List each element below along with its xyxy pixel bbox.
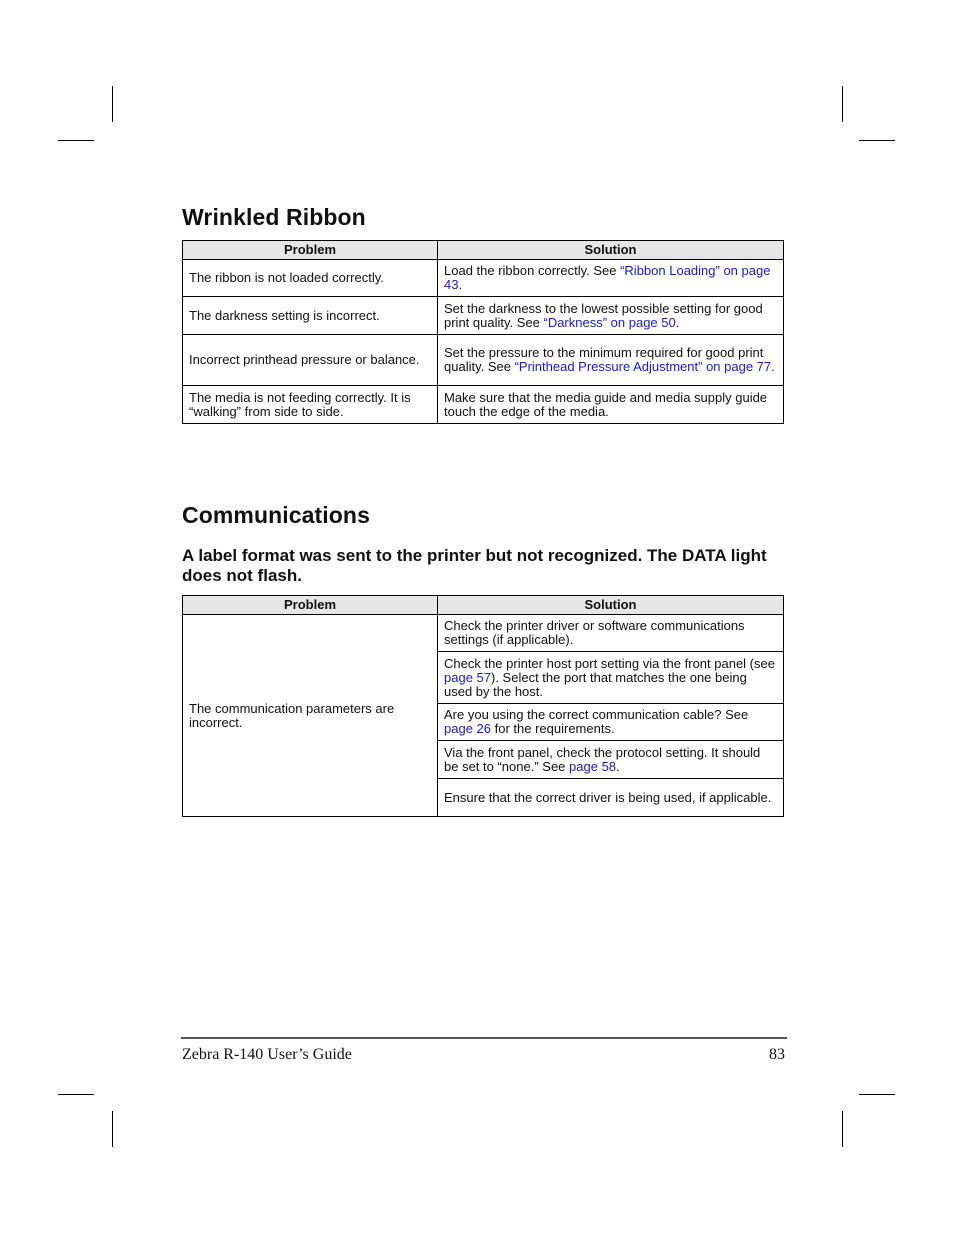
solution-text: Are you using the correct communication cable? See (444, 707, 749, 722)
footer-guide-title: Zebra R-140 User’s Guide (182, 1046, 352, 1063)
table-row (183, 386, 784, 424)
crop-mark (112, 86, 113, 122)
crop-mark (842, 86, 843, 122)
solution-cell (438, 386, 784, 424)
cross-reference-link[interactable]: “Ribbon Loading” on page 43 (444, 263, 771, 292)
communications-problem-table (182, 595, 784, 817)
section-title-communications: Communications (182, 502, 370, 528)
page-number: 83 (769, 1046, 785, 1063)
problem-cell: The media is not feeding correctly. It is “walking” from side to side. (183, 386, 438, 424)
problem-cell: The communication parameters are incorrect. (183, 615, 438, 817)
crop-mark (842, 1111, 843, 1147)
problem-cell: The ribbon is not loaded correctly. (183, 260, 438, 297)
crop-mark (859, 1094, 895, 1095)
solution-column-header: Solution (438, 596, 784, 615)
solution-text: Load the ribbon correctly. See (444, 263, 621, 278)
ribbon-problem-table (182, 240, 784, 424)
solution-text: ). Select the port that matches the one being used by the host. (444, 669, 747, 699)
solution-cell (438, 260, 784, 297)
cross-reference-link[interactable]: page 58 (569, 758, 617, 774)
table-header-row (183, 596, 784, 615)
solution-text: Set the darkness to the lowest possible setting for good print quality. See (444, 300, 763, 330)
section-title-wrinkled-ribbon: Wrinkled Ribbon (182, 204, 366, 230)
cross-reference-link[interactable]: page 26 (444, 721, 491, 736)
solution-text: . (675, 314, 680, 330)
solution-cell (438, 652, 784, 704)
table-row (183, 615, 784, 652)
cross-reference-link[interactable]: “Printhead Pressure Adjustment” on page 77 (514, 359, 772, 374)
solution-text: for the requirements. (491, 721, 615, 736)
solution-cell (438, 779, 784, 817)
footer-rule (181, 1037, 787, 1039)
crop-mark (112, 1111, 113, 1147)
solution-text: . (616, 758, 620, 774)
table-row (183, 335, 784, 386)
solution-cell (438, 335, 784, 386)
problem-cell: The darkness setting is incorrect. (183, 297, 438, 335)
problem-cell: Incorrect printhead pressure or balance. (183, 335, 438, 386)
cross-reference-link[interactable]: page 57 (444, 669, 491, 685)
crop-mark (58, 140, 94, 141)
cross-reference-link[interactable]: “Darkness” on page 50 (543, 314, 676, 330)
solution-text: . (458, 277, 463, 292)
solution-cell (438, 297, 784, 335)
solution-text: Check the printer host port setting via the front panel (see (444, 655, 775, 671)
table-header-row (183, 241, 784, 260)
problem-column-header: Problem (183, 241, 438, 260)
solution-text: Via the front panel, check the protocol setting. It should be set to “none.” See (444, 744, 761, 774)
problem-column-header: Problem (183, 596, 438, 615)
table-row (183, 297, 784, 335)
solution-text: Check the printer driver or software communications settings (if applicable). (444, 618, 745, 647)
solution-text: Make sure that the media guide and media supply guide touch the edge of the media. (444, 389, 768, 419)
solution-text: Ensure that the correct driver is being used, if applicable. (444, 789, 772, 805)
issue-subheading: A label format was sent to the printer but not recognized. The DATA light does not flash. (182, 546, 767, 585)
solution-cell (438, 741, 784, 779)
crop-mark (58, 1094, 94, 1095)
solution-text: Set the pressure to the minimum required for good print quality. See (444, 345, 764, 374)
solution-text: . (771, 359, 775, 374)
crop-mark (859, 140, 895, 141)
solution-column-header: Solution (438, 241, 784, 260)
solution-cell (438, 615, 784, 652)
table-row (183, 260, 784, 297)
solution-cell (438, 704, 784, 741)
